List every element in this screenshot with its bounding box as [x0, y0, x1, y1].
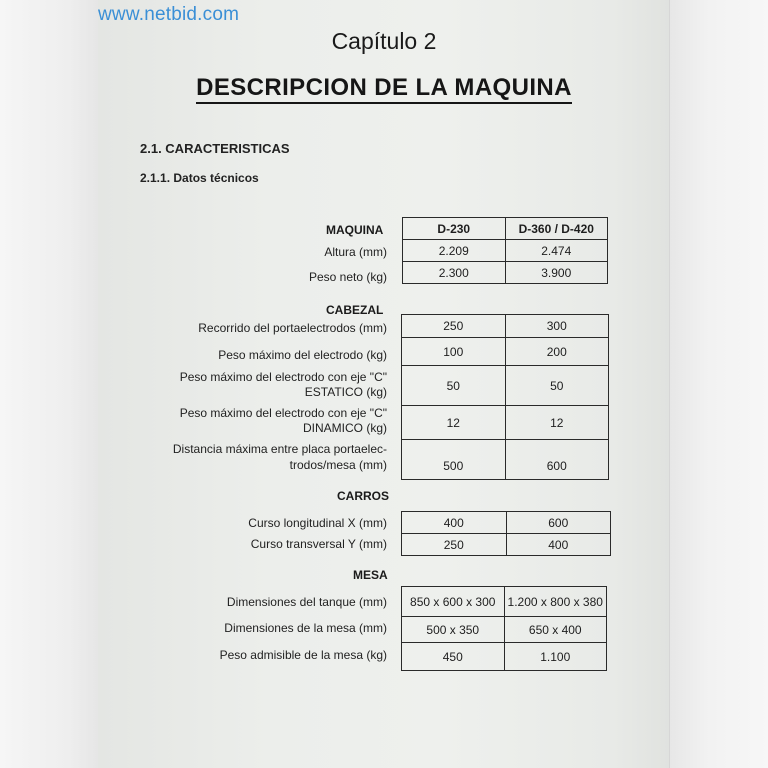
table-cell: 650 x 400 [504, 617, 607, 643]
table-cell: 500 x 350 [402, 617, 505, 643]
table-cell: 1.200 x 800 x 380 [504, 587, 607, 617]
row-label: Dimensiones del tanque (mm) [226, 595, 387, 609]
mesa-table [401, 586, 607, 671]
table-cell: 600 [506, 512, 611, 534]
table-cell: 100 [402, 338, 506, 366]
chapter-title: Capítulo 2 [331, 28, 437, 54]
row-label: Curso longitudinal X (mm) [248, 516, 387, 530]
group-title-maquina: MAQUINA [326, 223, 384, 237]
table-cell: 3.900 [505, 262, 608, 284]
page-heading-text: DESCRIPCION DE LA MAQUINA [196, 74, 572, 104]
group-title-cabezal: CABEZAL [326, 303, 384, 317]
table-cell: 400 [506, 534, 611, 556]
row-label: Peso máximo del electrodo con eje "C" [179, 406, 387, 420]
row-label: Curso transversal Y (mm) [250, 537, 387, 551]
section-title: 2.1. CARACTERISTICAS [140, 141, 290, 156]
row-label: Dimensiones de la mesa (mm) [224, 621, 387, 635]
table-row [402, 643, 607, 671]
table-row [403, 262, 608, 284]
row-label: Peso máximo del electrodo con eje "C" [179, 370, 387, 384]
table-cell: 2.474 [505, 240, 608, 262]
table-row [402, 534, 611, 556]
row-label: Distancia máxima entre placa portaelec- [172, 442, 387, 456]
table-cell: 2.300 [403, 262, 506, 284]
table-cell: 200 [505, 338, 609, 366]
table-row [403, 240, 608, 262]
table-row [402, 512, 611, 534]
table-cell: 250 [402, 534, 507, 556]
row-label: trodos/mesa (mm) [289, 458, 387, 472]
table-row [402, 366, 609, 406]
table-cell: 850 x 600 x 300 [402, 587, 505, 617]
table-header-row [403, 218, 608, 240]
group-title-carros: CARROS [337, 489, 390, 503]
table-cell: 12 [402, 406, 506, 440]
watermark: www.netbid.com [98, 4, 240, 25]
column-header: D-360 / D-420 [505, 218, 608, 240]
table-row [402, 315, 609, 338]
table-row [402, 406, 609, 440]
page-heading [0, 74, 768, 102]
table-row [402, 587, 607, 617]
table-row [402, 617, 607, 643]
page-margin-right [669, 0, 768, 768]
subsection-title: 2.1.1. Datos técnicos [140, 171, 259, 185]
row-label: Altura (mm) [324, 245, 387, 259]
table-cell: 500 [402, 440, 506, 480]
row-label: Peso admisible de la mesa (kg) [219, 648, 387, 662]
table-cell: 12 [505, 406, 609, 440]
page-margin-left [0, 0, 98, 768]
table-cell: 250 [402, 315, 506, 338]
table-row [402, 338, 609, 366]
carros-table [401, 511, 611, 556]
row-label: Peso neto (kg) [308, 270, 387, 284]
table-cell: 600 [505, 440, 609, 480]
table-cell: 1.100 [504, 643, 607, 671]
row-label: ESTATICO (kg) [304, 385, 387, 399]
table-row [402, 440, 609, 480]
group-title-mesa: MESA [353, 568, 388, 582]
row-label: Peso máximo del electrodo (kg) [218, 348, 387, 362]
table-cell: 400 [402, 512, 507, 534]
table-cell: 450 [402, 643, 505, 671]
table-cell: 50 [505, 366, 609, 406]
table-cell: 300 [505, 315, 609, 338]
maquina-table [402, 217, 608, 284]
table-cell: 50 [402, 366, 506, 406]
column-header: D-230 [403, 218, 506, 240]
table-cell: 2.209 [403, 240, 506, 262]
row-label: DINAMICO (kg) [303, 421, 387, 435]
row-label: Recorrido del portaelectrodos (mm) [198, 321, 387, 335]
cabezal-table [401, 314, 609, 480]
